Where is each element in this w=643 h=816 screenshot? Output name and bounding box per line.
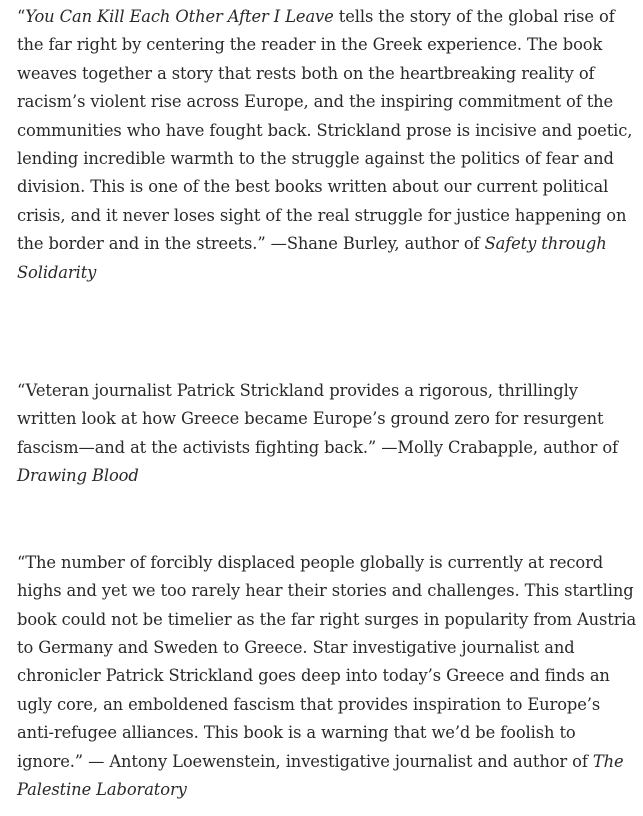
book-title-palestine-laboratory: The Palestine Laboratory	[17, 751, 624, 799]
blurbs-section	[17, 3, 637, 804]
blurb-text: tells the story of the global rise of the far right by centering the reader in the Greek experience. The book weaves together a story that rests both on the heartbreaking reality of racism’s violent rise across Europe, and the inspiring commitment of the communities who have fought back. Strickland prose is incisive and poetic, lending incredible warmth to the struggle against the politics of fear and division. This is one of the best books written about our current political crisis, and it never loses sight of the real struggle for justice happening on the border and in the streets.” —Shane Burley, author of	[17, 7, 633, 254]
blurb-text: “The number of forcibly displaced people globally is currently at record highs and yet we too rarely hear their stories and challenges. This startling book could not be timelier as the far right surges in popularity from Austria to Germany and Sweden to Greece. Star investigative journalist and chronicler Patrick Strickland goes deep into today’s Greece and finds an ugly core, an emboldened fascism that provides inspiration to Europe’s anti-refugee alliances. This book is a warning that we’d be foolish to ignore.” — Antony Loewenstein, investigative journalist and author of	[17, 552, 637, 771]
blurb-crabapple	[17, 377, 637, 491]
blurb-loewenstein	[17, 549, 637, 805]
blurb-text: “Veteran journalist Patrick Strickland provides a rigorous, thrillingly written look at how Greece became Europe’s ground zero for resurgent fascism—and at the activists fighting back.” —Molly Crabapple, author of	[17, 381, 618, 457]
book-title-safety-through-solidarity: Safety through Solidarity	[17, 234, 607, 282]
book-title-drawing-blood: Drawing Blood	[17, 466, 139, 486]
blurb-burley	[17, 3, 637, 287]
blurb-open-quote: “	[17, 7, 26, 26]
book-title-you-can-kill: You Can Kill Each Other After I Leave	[25, 7, 334, 26]
